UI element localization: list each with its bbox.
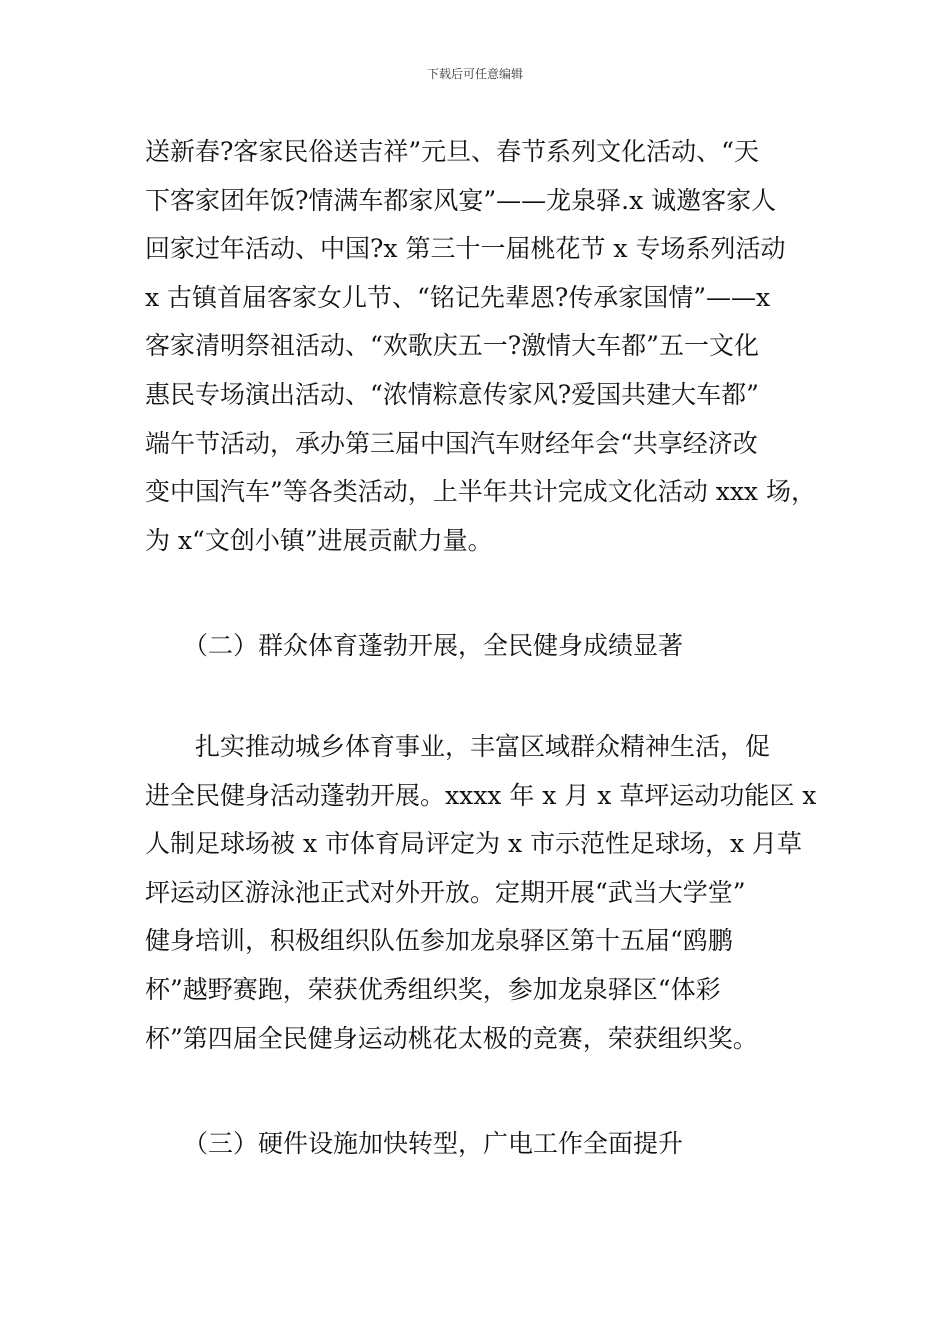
paragraph-sports: [145, 723, 835, 1063]
text-line: 变中国汽车”等各类活动，上半年共计完成文化活动 xxx 场，: [145, 477, 816, 507]
text-line: 坪运动区游泳池正式对外开放。定期开展“武当大学堂”: [145, 877, 746, 907]
text-line: 扎实推动城乡体育事业，丰富区域群众精神生活，促: [145, 732, 771, 761]
text-line: 杯”越野赛跑，荣获优秀组织奖，参加龙泉驿区“体彩: [145, 974, 721, 1004]
section-heading-broadcast: （三）硬件设施加快转型，广电工作全面提升: [183, 1129, 684, 1158]
text-line: 健身培训，积极组织队伍参加龙泉驿区第十五届“鸥鹏: [145, 926, 733, 956]
text-line: 客家清明祭祖活动、“欢歌庆五一?激情大车都”五一文化: [145, 331, 759, 361]
text-line: 送新春?客家民俗送吉祥”元旦、春节系列文化活动、“天: [145, 137, 759, 166]
paragraph-cultural-activities: [145, 128, 835, 565]
text-line: 端午节活动，承办第三届中国汽车财经年会“共享经济改: [145, 428, 758, 458]
page-header: 下载后可任意编辑: [426, 67, 523, 81]
text-line: 进全民健身活动蓬勃开展。xxxx 年 x 月 x 草坪运动功能区 x: [145, 780, 817, 810]
text-line: 下客家团年饭?情满车都家风宴”——龙泉驿.x 诚邀客家人: [145, 185, 777, 215]
text-line: 人制足球场被 x 市体育局评定为 x 市示范性足球场，x 月草: [145, 829, 803, 859]
text-line: 杯”第四届全民健身运动桃花太极的竞赛，荣获组织奖。: [145, 1023, 758, 1053]
text-line: x 古镇首届客家女儿节、“铭记先辈恩?传承家国情”——x: [145, 282, 771, 312]
text-line: 回家过年活动、中国?x 第三十一届桃花节 x 专场系列活动: [145, 234, 786, 264]
text-line: 为 x“文创小镇”进展贡献力量。: [145, 525, 493, 555]
section-heading-sports: （二）群众体育蓬勃开展，全民健身成绩显著: [183, 631, 684, 660]
text-line: 惠民专场演出活动、“浓情粽意传家风?爱国共建大车都”: [145, 379, 759, 409]
